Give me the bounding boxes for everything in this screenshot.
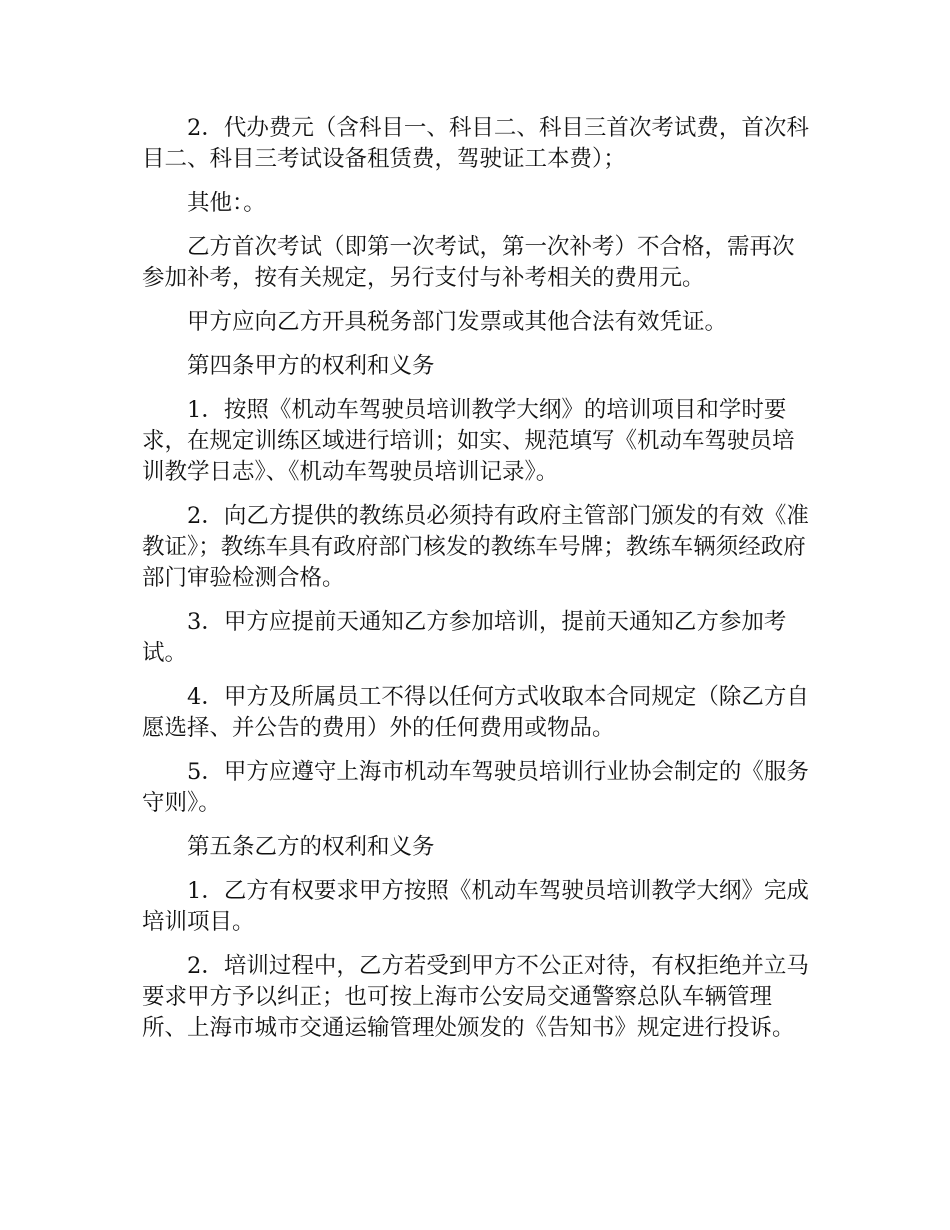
heading-article-5: 第五条乙方的权利和义务 (187, 834, 435, 860)
paragraph-article-4-item-3: 3．甲方应提前天通知乙方参加培训，提前天通知乙方参加考试。 (142, 609, 787, 666)
paragraph-article-5-item-1: 1．乙方有权要求甲方按照《机动车驾驶员培训教学大纲》完成培训项目。 (142, 878, 809, 935)
paragraph-article-5-item-2: 2．培训过程中，乙方若受到甲方不公正对待，有权拒绝并立马要求甲方予以纠正；也可按上海市公安局交通警察总队车辆管理所、上海市城市交通运输管理处颁发的《告知书》规定进行投诉。 (142, 953, 809, 1041)
paragraph-invoice: 甲方应向乙方开具税务部门发票或其他合法有效凭证。 (187, 309, 728, 335)
paragraph-article-4-item-4: 4．甲方及所属员工不得以任何方式收取本合同规定（除乙方自愿选择、并公告的费用）外的任何费用或物品。 (142, 684, 809, 741)
document-body (142, 113, 814, 1057)
paragraph-article-4-item-2: 2．向乙方提供的教练员必须持有政府主管部门颁发的有效《准教证》；教练车具有政府部门核发的教练车号牌；教练车辆须经政府部门审验检测合格。 (142, 503, 809, 591)
paragraph-other: 其他：。 (187, 190, 266, 216)
paragraph-article-4-item-5: 5．甲方应遵守上海市机动车驾驶员培训行业协会制定的《服务守则》。 (142, 759, 809, 816)
heading-article-4: 第四条甲方的权利和义务 (187, 353, 435, 379)
paragraph-article-4-item-1: 1．按照《机动车驾驶员培训教学大纲》的培训项目和学时要求，在规定训练区域进行培训；如实、规范填写《机动车驾驶员培训教学日志》、《机动车驾驶员培训记录》。 (142, 397, 795, 485)
paragraph-fee-agency: 2．代办费元（含科目一、科目二、科目三首次考试费，首次科目二、科目三考试设备租赁费，驾驶证工本费）； (142, 115, 809, 172)
paragraph-retake: 乙方首次考试（即第一次考试，第一次补考）不合格，需再次参加补考，按有关规定，另行支付与补考相关的费用元。 (142, 234, 795, 291)
